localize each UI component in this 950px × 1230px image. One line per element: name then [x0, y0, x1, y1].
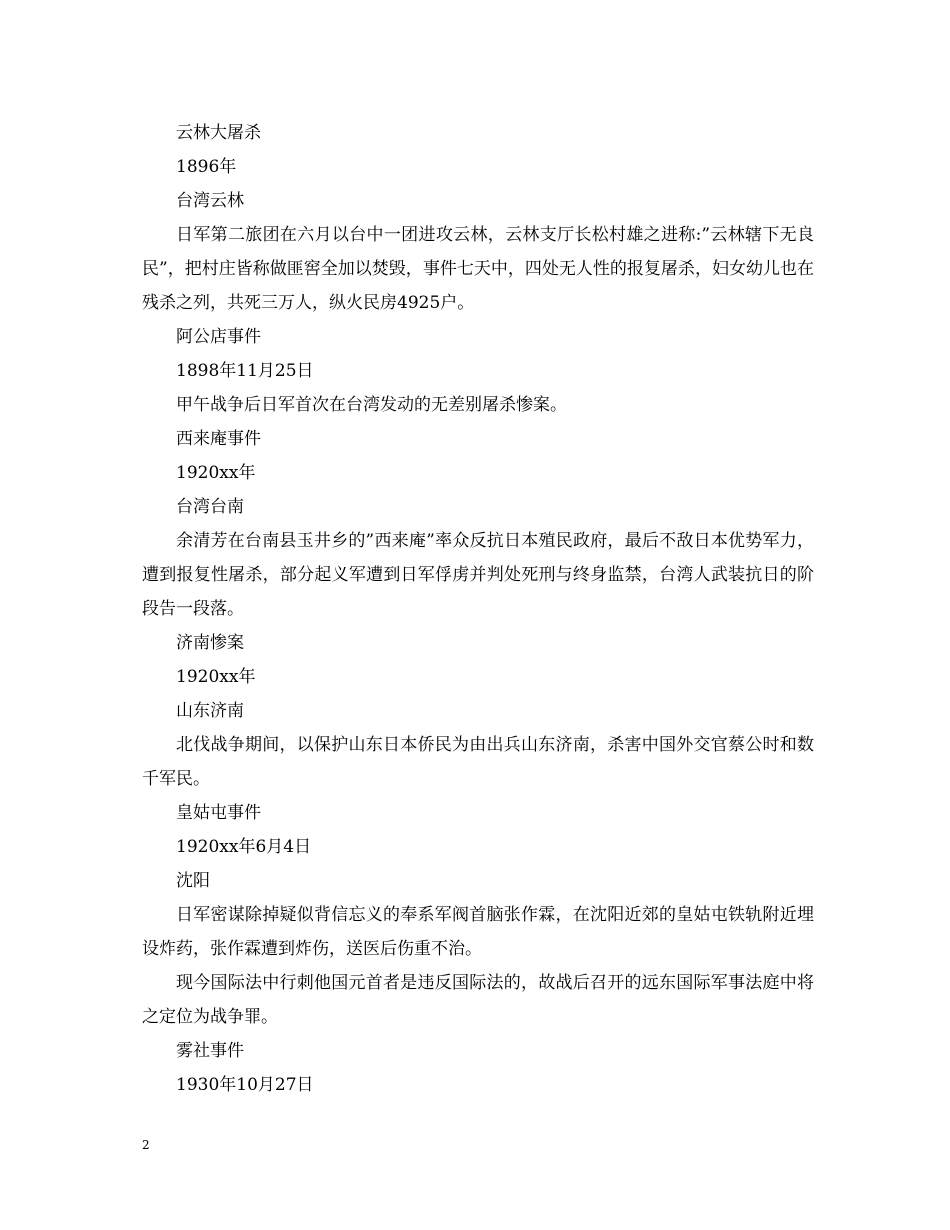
event-title: 西来庵事件	[176, 429, 261, 449]
event-location: 沈阳	[176, 871, 210, 891]
event-title: 阿公店事件	[176, 327, 261, 347]
event-date: 1920xx年	[176, 463, 256, 483]
event-location: 台湾云林	[176, 191, 244, 211]
event-description: 北伐战争期间，以保护山东日本侨民为由出兵山东济南，杀害中国外交官蔡公时和数千军民。	[142, 735, 814, 789]
event-date: 1930年10月27日	[176, 1075, 314, 1095]
event-date: 1920xx年	[176, 667, 256, 687]
event-title: 雾社事件	[176, 1041, 244, 1061]
event-title: 皇姑屯事件	[176, 803, 261, 823]
event-note: 现今国际法中行刺他国元首者是违反国际法的，故战后召开的远东国际军事法庭中将之定位为战争罪。	[142, 973, 814, 1027]
event-title: 云林大屠杀	[176, 123, 261, 143]
event-title: 济南惨案	[176, 633, 244, 653]
event-description: 余清芳在台南县玉井乡的”西来庵”率众反抗日本殖民政府，最后不敌日本优势军力，遭到报复性屠杀，部分起义军遭到日军俘虏并判处死刑与终身监禁，台湾人武装抗日的阶段告一段落。	[142, 531, 814, 619]
event-description: 日军第二旅团在六月以台中一团进攻云林，云林支厅长松村雄之进称:”云林辖下无良民”，把村庄皆称做匪窖全加以焚毁，事件七天中，四处无人性的报复屠杀，妇女幼儿也在残杀之列，共死三万人，纵火民房4925户。	[142, 225, 814, 313]
event-description: 日军密谋除掉疑似背信忘义的奉系军阀首脑张作霖，在沈阳近郊的皇姑屯铁轨附近埋设炸药，张作霖遭到炸伤，送医后伤重不治。	[142, 905, 814, 959]
event-date: 1898年11月25日	[176, 361, 314, 381]
event-location: 山东济南	[176, 701, 244, 721]
document-body	[142, 116, 814, 1102]
event-description: 甲午战争后日军首次在台湾发动的无差别屠杀惨案。	[176, 395, 567, 415]
event-date: 1920xx年6月4日	[176, 837, 312, 857]
event-date: 1896年	[176, 157, 237, 177]
page-number: 2	[142, 1138, 150, 1152]
event-location: 台湾台南	[176, 497, 244, 517]
